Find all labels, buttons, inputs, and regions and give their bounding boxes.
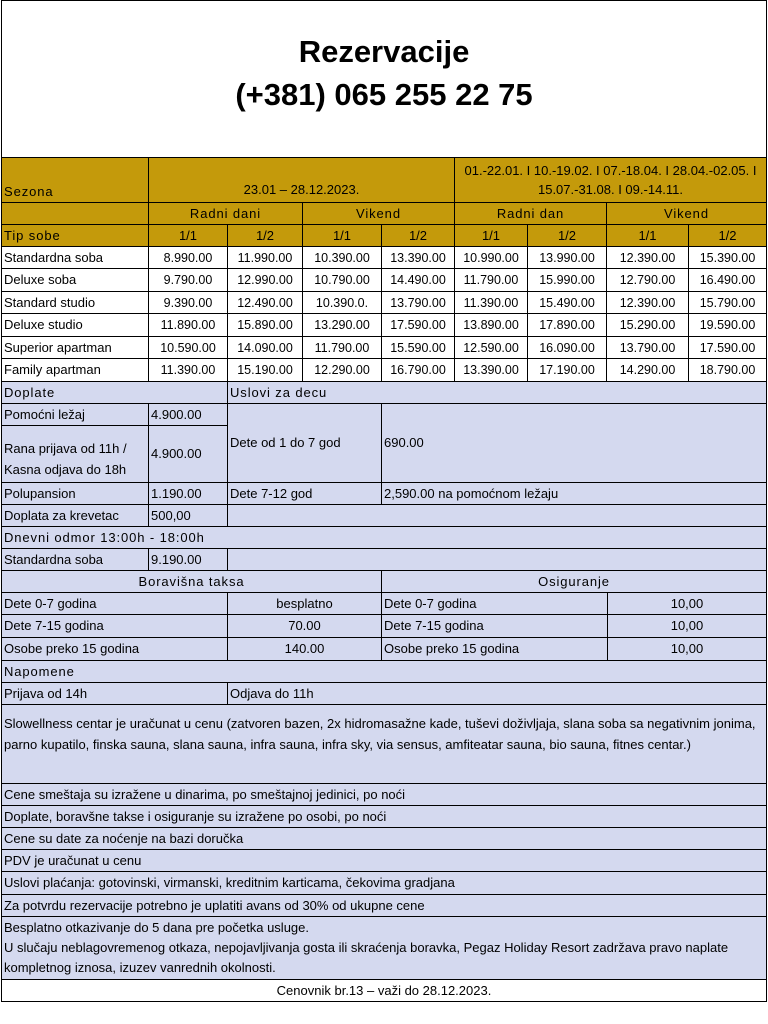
price-cell: 13.390.00 (381, 246, 455, 270)
price-cell: 8.990.00 (148, 246, 228, 270)
price-table (1, 0, 767, 1024)
price-cell: 17.890.00 (527, 313, 607, 337)
extras-title: Doplate (1, 381, 228, 404)
price-cell: 11.890.00 (148, 313, 228, 337)
insurance-value: 10,00 (607, 592, 767, 616)
insurance-value: 10,00 (607, 637, 767, 661)
cancel-line-1: Besplatno otkazivanje do 5 dana pre početka usluge. (4, 920, 309, 935)
checkout-note: Odjava do 11h (227, 682, 767, 705)
price-cell: 14.490.00 (381, 268, 455, 292)
season-label-continued (1, 202, 149, 225)
extra-value: 4.900.00 (148, 425, 228, 483)
weekend-header-2: Vikend (606, 202, 767, 225)
price-cell: 12.490.00 (227, 291, 303, 315)
price-cell: 15.290.00 (606, 313, 689, 337)
price-cell: 9.790.00 (148, 268, 228, 292)
weekdays-header: Radni dani (148, 202, 303, 225)
price-cell: 15.490.00 (527, 291, 607, 315)
price-cell: 19.590.00 (688, 313, 767, 337)
day-rest-value: 9.190.00 (148, 548, 228, 571)
price-cell: 10.390.00 (302, 246, 382, 270)
note-line: Za potvrdu rezervacije potrebno je uplatiti avans od 30% od ukupne cene (1, 894, 767, 917)
price-cell: 13.790.00 (381, 291, 455, 315)
price-cell: 13.290.00 (302, 313, 382, 337)
price-cell: 15.190.00 (227, 358, 303, 382)
price-cell: 11.790.00 (302, 336, 382, 360)
price-cell: 16.490.00 (688, 268, 767, 292)
notes-title: Napomene (1, 660, 767, 683)
price-cell: 13.890.00 (454, 313, 528, 337)
price-cell: 11.790.00 (454, 268, 528, 292)
price-cell: 12.990.00 (227, 268, 303, 292)
tax-title: Boravišna taksa (1, 570, 382, 593)
day-rest-label: Standardna soba (1, 548, 149, 571)
insurance-value: 10,00 (607, 614, 767, 638)
tax-value: 140.00 (227, 637, 382, 661)
note-line: Cene su date za noćenje na bazi doručka (1, 827, 767, 850)
child-label: Dete od 1 do 7 god (227, 403, 382, 483)
season-label: Sezona (1, 157, 149, 203)
cancellation-note (1, 916, 767, 980)
price-cell: 18.790.00 (688, 358, 767, 382)
price-cell: 15.890.00 (227, 313, 303, 337)
cancel-line-2: U slučaju neblagovremenog otkaza, nepojavljivanja gosta ili skraćenja boravka, Pegaz Holiday Resort zadržava pravo naplate kompletnog iznosa, izuzev vanrednih okolnosti. (4, 940, 729, 975)
price-cell: 9.390.00 (148, 291, 228, 315)
wellness-note: Slowellness centar je uračunat u cenu (zatvoren bazen, 2x hidromasažne kade, tuševi doživljaja, slana soba sa negativnim jonima, parno kupatilo, finska sauna, slana sauna, infra sauna, infra sky, via sensus, amfiteatar sauna, bio sauna, fitnes centar.) (1, 704, 767, 784)
price-cell: 13.990.00 (527, 246, 607, 270)
price-cell: 11.390.00 (148, 358, 228, 382)
child-label: Dete 7-12 god (227, 482, 382, 505)
price-cell: 17.590.00 (381, 313, 455, 337)
price-cell: 12.290.00 (302, 358, 382, 382)
room-type-name: Standardna soba (1, 246, 149, 270)
occupancy-header: 1/1 (606, 224, 689, 247)
occupancy-header: 1/2 (688, 224, 767, 247)
occupancy-header: 1/2 (381, 224, 455, 247)
extra-label: Doplata za krevetac (1, 504, 149, 527)
children-title: Uslovi za decu (227, 381, 767, 404)
day-rest-title: Dnevni odmor 13:00h - 18:00h (1, 526, 767, 549)
season-1: 23.01 – 28.12.2023. (148, 157, 455, 203)
child-value: 690.00 (381, 403, 767, 483)
price-cell: 14.090.00 (227, 336, 303, 360)
price-cell: 16.090.00 (527, 336, 607, 360)
price-cell: 17.190.00 (527, 358, 607, 382)
tax-label: Dete 0-7 godina (1, 592, 228, 616)
extra-value: 500,00 (148, 504, 228, 527)
note-line: Cene smeštaja su izražene u dinarima, po smeštajnoj jedinici, po noći (1, 783, 767, 806)
extra-value: 4.900.00 (148, 403, 228, 426)
price-cell: 17.590.00 (688, 336, 767, 360)
occupancy-header: 1/1 (148, 224, 228, 247)
price-cell: 10.990.00 (454, 246, 528, 270)
extra-label: Polupansion (1, 482, 149, 505)
checkin-note: Prijava od 14h (1, 682, 228, 705)
price-cell: 15.390.00 (688, 246, 767, 270)
room-type-header: Tip sobe (1, 224, 149, 247)
insurance-label: Dete 7-15 godina (381, 614, 608, 638)
room-type-name: Superior apartman (1, 336, 149, 360)
footer: Cenovnik br.13 – važi do 28.12.2023. (1, 979, 767, 1002)
insurance-label: Dete 0-7 godina (381, 592, 608, 616)
tax-label: Dete 7-15 godina (1, 614, 228, 638)
insurance-title: Osiguranje (381, 570, 767, 593)
price-cell: 10.390.0. (302, 291, 382, 315)
room-type-name: Family apartman (1, 358, 149, 382)
note-line: PDV je uračunat u cenu (1, 849, 767, 872)
room-type-name: Deluxe soba (1, 268, 149, 292)
weekend-header: Vikend (302, 202, 455, 225)
occupancy-header: 1/2 (527, 224, 607, 247)
phone-number: (+381) 065 255 22 75 (235, 77, 533, 112)
price-cell: 13.390.00 (454, 358, 528, 382)
tax-value: 70.00 (227, 614, 382, 638)
weekdays-header-2: Radni dan (454, 202, 607, 225)
empty-cell (227, 504, 767, 527)
extra-value: 1.190.00 (148, 482, 228, 505)
price-cell: 16.790.00 (381, 358, 455, 382)
price-cell: 12.390.00 (606, 246, 689, 270)
price-cell: 13.790.00 (606, 336, 689, 360)
page-title: Rezervacije (298, 34, 470, 69)
occupancy-header: 1/1 (302, 224, 382, 247)
price-cell: 15.590.00 (381, 336, 455, 360)
price-cell: 11.990.00 (227, 246, 303, 270)
season-2: 01.-22.01. I 10.-19.02. I 07.-18.04. I 28.04.-02.05. I 15.07.-31.08. I 09.-14.11. (454, 157, 767, 203)
empty-cell (227, 548, 767, 571)
room-type-name: Deluxe studio (1, 313, 149, 337)
insurance-label: Osobe preko 15 godina (381, 637, 608, 661)
room-type-name: Standard studio (1, 291, 149, 315)
note-line: Uslovi plaćanja: gotovinski, virmanski, kreditnim karticama, čekovima gradjana (1, 871, 767, 895)
tax-label: Osobe preko 15 godina (1, 637, 228, 661)
occupancy-header: 1/1 (454, 224, 528, 247)
price-cell: 14.290.00 (606, 358, 689, 382)
tax-value: besplatno (227, 592, 382, 616)
occupancy-header: 1/2 (227, 224, 303, 247)
extra-label: Rana prijava od 11h / Kasna odjava do 18h (1, 425, 149, 483)
extra-label: Pomoćni ležaj (1, 403, 149, 426)
price-cell: 15.790.00 (688, 291, 767, 315)
price-cell: 10.790.00 (302, 268, 382, 292)
price-cell: 12.790.00 (606, 268, 689, 292)
price-cell: 10.590.00 (148, 336, 228, 360)
price-cell: 12.390.00 (606, 291, 689, 315)
price-cell: 11.390.00 (454, 291, 528, 315)
price-cell: 15.990.00 (527, 268, 607, 292)
price-cell: 12.590.00 (454, 336, 528, 360)
note-line: Doplate, boravšne takse i osiguranje su izražene po osobi, po noći (1, 805, 767, 828)
child-value: 2,590.00 na pomoćnom ležaju (381, 482, 767, 505)
